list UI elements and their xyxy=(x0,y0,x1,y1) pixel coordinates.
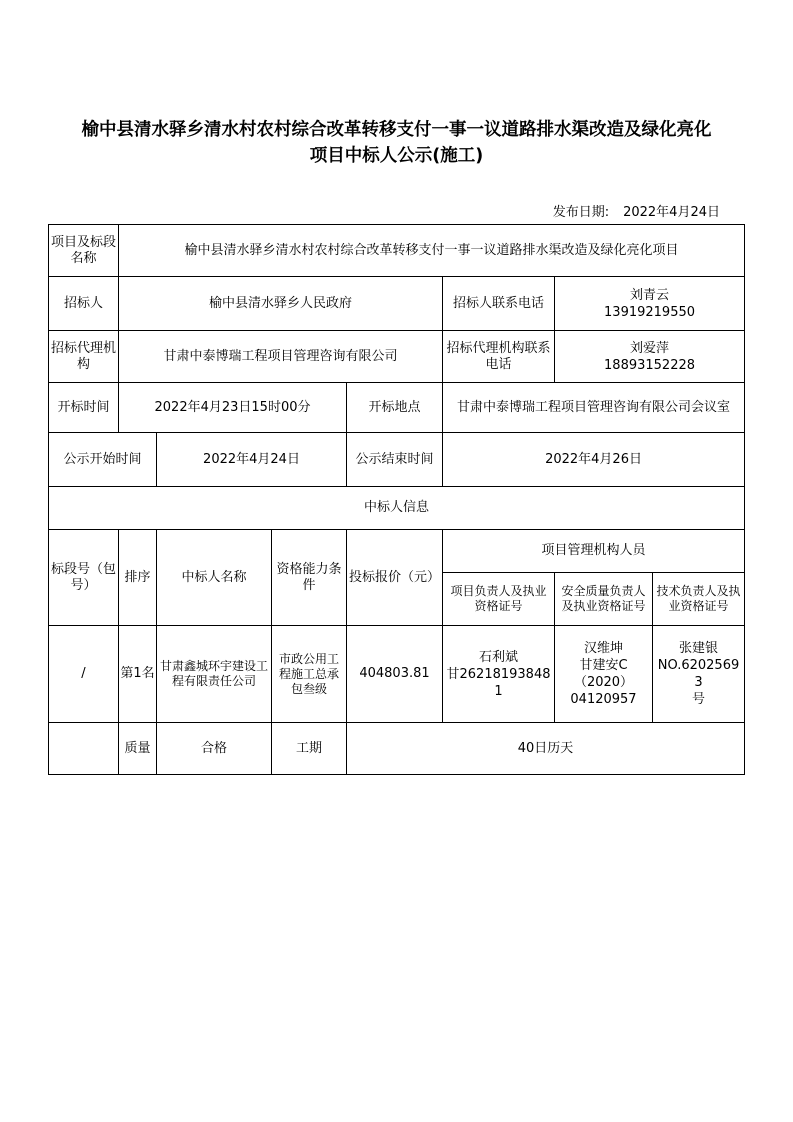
winner-tech xyxy=(653,626,745,723)
notice-end-label: 公示结束时间 xyxy=(347,433,443,487)
opening-time-label: 开标时间 xyxy=(49,383,119,433)
winner-tech-cert-2: 号 xyxy=(692,692,706,707)
tenderer-value: 榆中县清水驿乡人民政府 xyxy=(119,277,443,331)
winner-qualification: 市政公用工程施工总承包叁级 xyxy=(272,626,347,723)
publish-date-value: 2022年4月24日 xyxy=(623,205,720,220)
tenderer-phone: 13919219550 xyxy=(604,304,696,320)
header-tech-line-2: 业资格证号 xyxy=(668,599,729,613)
header-pm: 项目负责人及执业资格证号 xyxy=(443,573,555,626)
winner-safety-cert-2: （2020） xyxy=(573,675,634,690)
winner-name: 甘肃鑫城环宇建设工程有限责任公司 xyxy=(157,626,272,723)
notice-end: 2022年4月26日 xyxy=(443,433,745,487)
tenderer-contact: 刘青云 xyxy=(630,287,670,303)
winner-tech-name: 张建银 xyxy=(679,641,719,656)
quality-value: 合格 xyxy=(157,723,272,775)
period-label: 工期 xyxy=(272,723,347,775)
period-value: 40日历天 xyxy=(347,723,745,775)
opening-row xyxy=(49,383,745,433)
notice-start: 2022年4月24日 xyxy=(157,433,347,487)
winner-pm-cert: 甘262181938481 xyxy=(446,666,551,699)
agency-row xyxy=(49,331,745,383)
opening-time: 2022年4月23日15时00分 xyxy=(119,383,347,433)
tenderer-row xyxy=(49,277,745,331)
header-winner-name: 中标人名称 xyxy=(157,530,272,626)
notice-row xyxy=(49,433,745,487)
agency-contact-cell xyxy=(555,331,745,383)
header-mgmt: 项目管理机构人员 xyxy=(443,530,745,573)
winner-pm xyxy=(443,626,555,723)
winner-safety-cert-1: 甘建安C xyxy=(579,658,628,673)
document-title xyxy=(40,117,753,169)
winner-safety-cert-3: 04120957 xyxy=(570,692,637,707)
header-safety: 安全质量负责人及执业资格证号 xyxy=(555,573,653,626)
tenderer-contact-cell xyxy=(555,277,745,331)
quality-row xyxy=(49,723,745,775)
header-lot: 标段号（包号） xyxy=(49,530,119,626)
winner-pm-name: 石利斌 xyxy=(478,649,518,665)
winner-lot: / xyxy=(49,626,119,723)
publish-date-label: 发布日期: xyxy=(552,205,610,220)
header-bid: 投标报价（元） xyxy=(347,530,443,626)
agency-contact: 刘爱萍 xyxy=(630,340,670,356)
award-table xyxy=(48,224,745,775)
agency-phone-label: 招标代理机构联系电话 xyxy=(443,331,555,383)
header-tech-line-1: 技术负责人及执 xyxy=(656,584,741,598)
agency-value: 甘肃中泰博瑞工程项目管理咨询有限公司 xyxy=(119,331,443,383)
winner-section-row xyxy=(49,487,745,530)
quality-empty xyxy=(49,723,119,775)
tenderer-label: 招标人 xyxy=(49,277,119,331)
winner-safety-name: 汉维坤 xyxy=(583,641,623,656)
winner-safety xyxy=(555,626,653,723)
winner-bid: 404803.81 xyxy=(347,626,443,723)
project-value: 榆中县清水驿乡清水村农村综合改革转移支付一事一议道路排水渠改造及绿化亮化项目 xyxy=(119,225,745,277)
agency-label: 招标代理机构 xyxy=(49,331,119,383)
winner-rank: 第1名 xyxy=(119,626,157,723)
winner-tech-cert-1: NO.62025693 xyxy=(657,658,740,690)
header-qualification: 资格能力条件 xyxy=(272,530,347,626)
header-row-1 xyxy=(49,530,745,573)
publish-date xyxy=(440,201,720,220)
tenderer-phone-label: 招标人联系电话 xyxy=(443,277,555,331)
title-line-1: 榆中县清水驿乡清水村农村综合改革转移支付一事一议道路排水渠改造及绿化亮化 xyxy=(81,120,712,140)
opening-place: 甘肃中泰博瑞工程项目管理咨询有限公司会议室 xyxy=(443,383,745,433)
notice-start-label: 公示开始时间 xyxy=(49,433,157,487)
header-rank: 排序 xyxy=(119,530,157,626)
winner-row xyxy=(49,626,745,723)
opening-place-label: 开标地点 xyxy=(347,383,443,433)
project-label: 项目及标段名称 xyxy=(49,225,119,277)
winner-section-title: 中标人信息 xyxy=(49,487,745,530)
project-row xyxy=(49,225,745,277)
agency-phone: 18893152228 xyxy=(604,357,696,373)
header-tech xyxy=(653,573,745,626)
title-line-2: 项目中标人公示(施工) xyxy=(309,146,484,166)
quality-label: 质量 xyxy=(119,723,157,775)
